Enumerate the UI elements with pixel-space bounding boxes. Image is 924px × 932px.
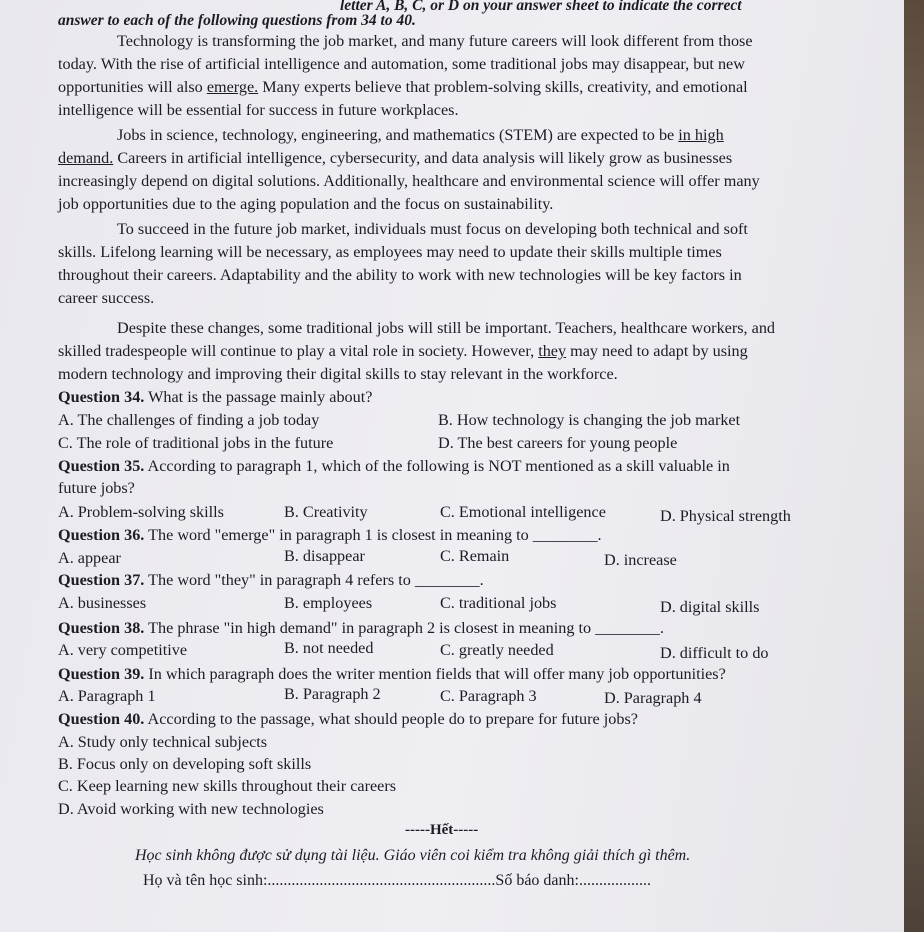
q39-option-a: A. Paragraph 1	[58, 687, 156, 705]
q39-option-b: B. Paragraph 2	[284, 685, 381, 703]
q38-option-b: B. not needed	[284, 639, 374, 657]
instruction-line-2: answer to each of the following questions from 34 to 40.	[58, 12, 416, 29]
q40-option-a: A. Study only technical subjects	[58, 733, 268, 751]
q39-option-d: D. Paragraph 4	[604, 689, 702, 707]
q37-option-c: C. traditional jobs	[440, 594, 557, 612]
paragraph-4-line-2: skilled tradespeople will continue to play a vital role in society. However, they may need to adapt by using	[58, 342, 748, 360]
question-39: Question 39. In which paragraph does the writer mention fields that will offer many job opportunities?	[58, 665, 726, 683]
question-40: Question 40. According to the passage, what should people do to prepare for future jobs?	[58, 710, 638, 728]
q34-option-a: A. The challenges of finding a job today	[58, 411, 320, 429]
q36-option-b: B. disappear	[284, 547, 365, 565]
q36-option-d: D. increase	[604, 551, 677, 569]
paragraph-1-line-4: intelligence will be essential for success in future workplaces.	[58, 101, 459, 119]
q38-option-d: D. difficult to do	[660, 644, 769, 662]
q34-option-b: B. How technology is changing the job market	[438, 411, 741, 429]
q34-option-c: C. The role of traditional jobs in the future	[58, 434, 334, 452]
question-35: Question 35. According to paragraph 1, which of the following is NOT mentioned as a skill valuable in	[58, 457, 730, 475]
question-37: Question 37. The word "they" in paragraph 4 refers to ________.	[58, 571, 484, 589]
paragraph-2-line-4: job opportunities due to the aging population and the focus on sustainability.	[58, 195, 554, 213]
background-edge	[904, 0, 924, 932]
q36-option-a: A. appear	[58, 549, 121, 567]
q35-option-d: D. Physical strength	[660, 507, 791, 525]
q40-option-c: C. Keep learning new skills throughout their careers	[58, 777, 397, 795]
paragraph-4-line-3: modern technology and improving their digital skills to stay relevant in the workforce.	[58, 365, 618, 383]
q37-option-b: B. employees	[284, 594, 373, 612]
exam-note: Học sinh không được sử dụng tài liệu. Giáo viên coi kiểm tra không giải thích gì thêm.	[135, 847, 691, 864]
q39-option-c: C. Paragraph 3	[440, 687, 537, 705]
paragraph-2-line-3: increasingly depend on digital solutions. Additionally, healthcare and environmental science will offer many	[58, 172, 760, 190]
q37-option-a: A. businesses	[58, 594, 147, 612]
underlined-in-high: in high	[678, 126, 724, 144]
q40-option-b: B. Focus only on developing soft skills	[58, 755, 312, 773]
question-38: Question 38. The phrase "in high demand" in paragraph 2 is closest in meaning to ________.	[58, 619, 664, 637]
paragraph-2-line-2: demand. Careers in artificial intelligence, cybersecurity, and data analysis will likely grow as businesses	[58, 149, 733, 167]
end-marker: -----Hết-----	[405, 822, 479, 838]
paragraph-1-line-1: Technology is transforming the job market, and many future careers will look different from those	[117, 32, 753, 50]
question-35-cont: future jobs?	[58, 479, 135, 497]
paragraph-1-line-2: today. With the rise of artificial intelligence and automation, some traditional jobs may disappear, but new	[58, 55, 745, 73]
paragraph-3-line-2: skills. Lifelong learning will be necessary, as employees may need to update their skills multiple times	[58, 243, 722, 261]
paragraph-2-line-1: Jobs in science, technology, engineering, and mathematics (STEM) are expected to be in high	[117, 126, 724, 144]
underlined-demand: demand.	[58, 149, 114, 167]
question-36: Question 36. The word "emerge" in paragraph 1 is closest in meaning to ________.	[58, 526, 602, 544]
paragraph-3-line-1: To succeed in the future job market, individuals must focus on developing both technical and soft	[117, 220, 748, 238]
q35-option-a: A. Problem-solving skills	[58, 503, 224, 521]
paragraph-1-line-3: opportunities will also emerge. Many experts believe that problem-solving skills, creativity, and emotional	[58, 78, 748, 96]
q38-option-a: A. very competitive	[58, 641, 188, 659]
paragraph-3-line-4: career success.	[58, 289, 155, 307]
q36-option-c: C. Remain	[440, 547, 510, 565]
underlined-they: they	[538, 342, 567, 360]
underlined-emerge: emerge.	[206, 78, 259, 96]
instruction-line-1: letter A, B, C, or D on your answer sheet to indicate the correct	[340, 0, 742, 14]
q40-option-d: D. Avoid working with new technologies	[58, 800, 324, 818]
q35-option-c: C. Emotional intelligence	[440, 503, 606, 521]
q34-option-d: D. The best careers for young people	[438, 434, 678, 452]
paragraph-3-line-3: throughout their careers. Adaptability and the ability to work with new technologies will be key factors in	[58, 266, 742, 284]
student-name-field: Họ và tên học sinh:.........................................................Số báo danh:..................	[143, 872, 651, 889]
question-34: Question 34. What is the passage mainly about?	[58, 388, 373, 406]
paragraph-4-line-1: Despite these changes, some traditional jobs will still be important. Teachers, healthcare workers, and	[117, 319, 776, 337]
q38-option-c: C. greatly needed	[440, 641, 554, 659]
q37-option-d: D. digital skills	[660, 598, 760, 616]
q35-option-b: B. Creativity	[284, 503, 368, 521]
